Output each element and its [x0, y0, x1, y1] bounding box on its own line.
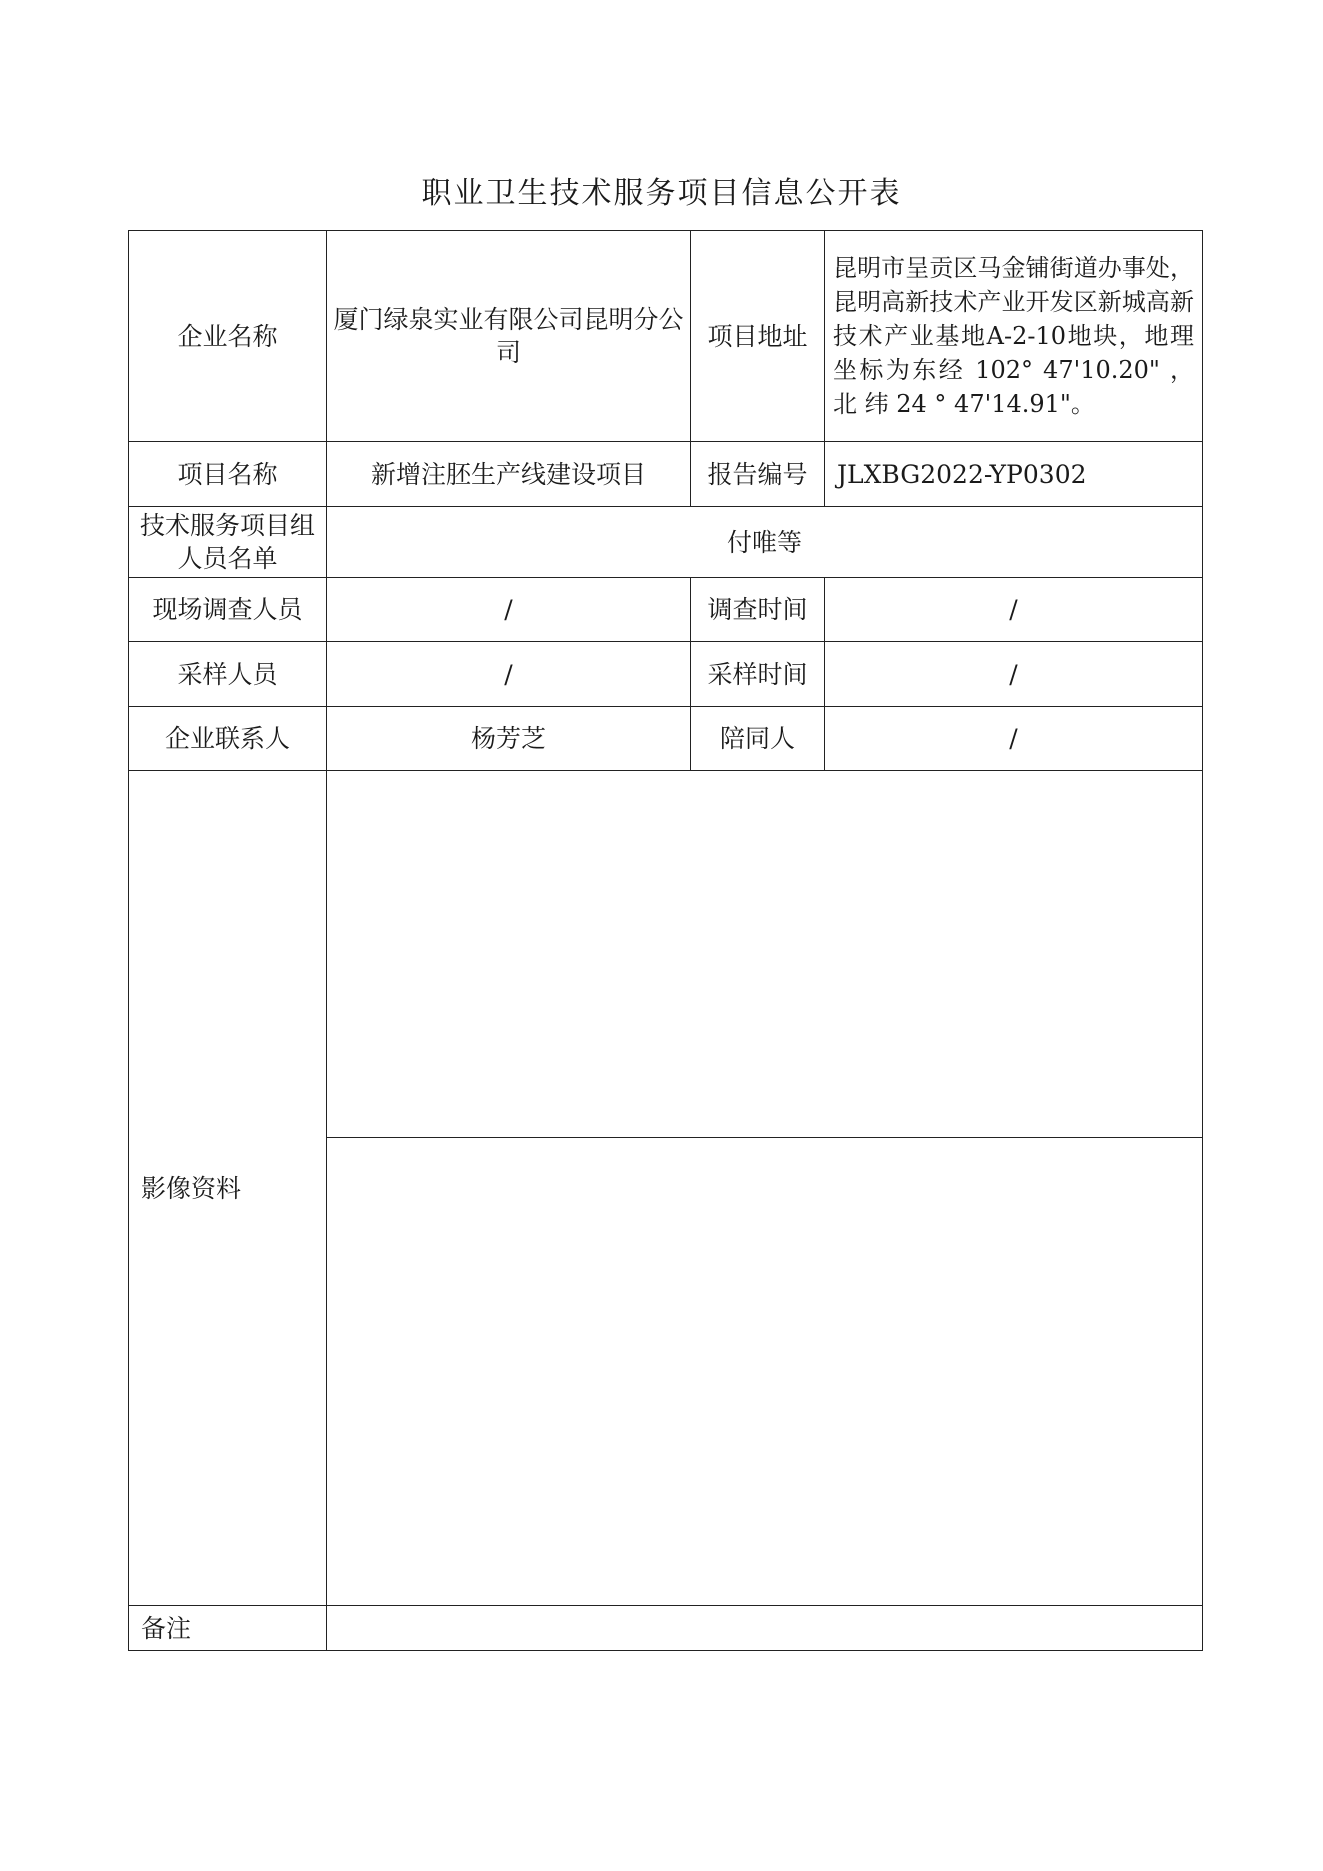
project-name-value: 新增注胚生产线建设项目 [327, 442, 691, 507]
contact-label: 企业联系人 [129, 707, 327, 771]
images-label: 影像资料 [129, 771, 327, 1606]
remarks-value [327, 1606, 1203, 1651]
survey-staff-label: 现场调查人员 [129, 578, 327, 642]
table-row [129, 507, 1203, 578]
table-row [129, 231, 1203, 442]
sampling-time-label: 采样时间 [691, 642, 825, 707]
table-row [129, 442, 1203, 507]
project-address-value: 昆明市呈贡区马金铺街道办事处，昆明高新技术产业开发区新城高新技术产业基地A-2-10地块，地理坐标为东经 102° 47'10.20" ， 北 纬 24 ° 47'14.91"。 [825, 231, 1203, 442]
sampling-time-value: / [825, 642, 1203, 707]
report-no-value: JLXBG2022-YP0302 [825, 442, 1203, 507]
team-label: 技术服务项目组人员名单 [129, 507, 327, 578]
table-row [129, 707, 1203, 771]
table-row [129, 771, 1203, 1138]
image-slot-1 [327, 771, 1203, 1138]
project-name-label: 项目名称 [129, 442, 327, 507]
report-no-label: 报告编号 [691, 442, 825, 507]
company-name-label: 企业名称 [129, 231, 327, 442]
project-address-label: 项目地址 [691, 231, 825, 442]
contact-value: 杨芳芝 [327, 707, 691, 771]
survey-time-value: / [825, 578, 1203, 642]
remarks-label: 备注 [129, 1606, 327, 1651]
table-row [129, 1606, 1203, 1651]
company-name-value: 厦门绿泉实业有限公司昆明分公司 [327, 231, 691, 442]
sampling-staff-label: 采样人员 [129, 642, 327, 707]
companion-value: / [825, 707, 1203, 771]
team-value: 付唯等 [327, 507, 1203, 578]
survey-staff-value: / [327, 578, 691, 642]
image-slot-2 [327, 1138, 1203, 1606]
sampling-staff-value: / [327, 642, 691, 707]
table-row [129, 642, 1203, 707]
page-title: 职业卫生技术服务项目信息公开表 [421, 176, 902, 211]
companion-label: 陪同人 [691, 707, 825, 771]
info-table [128, 230, 1203, 1651]
survey-time-label: 调查时间 [691, 578, 825, 642]
table-row [129, 578, 1203, 642]
